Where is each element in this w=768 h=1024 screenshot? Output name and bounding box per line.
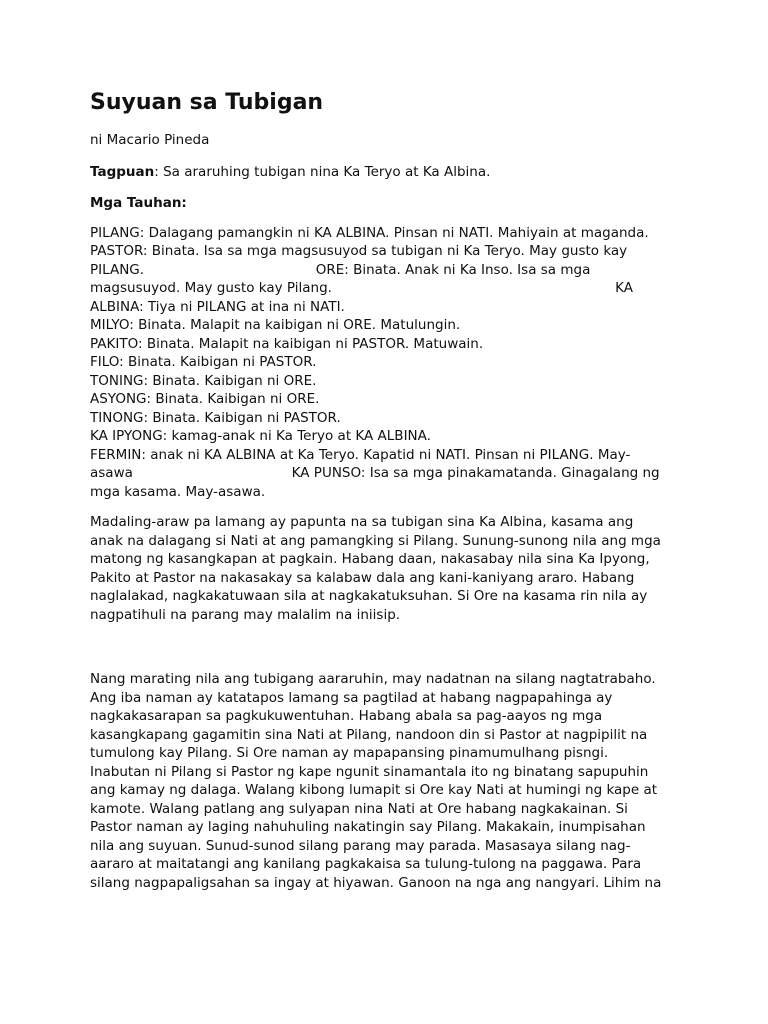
paragraph-line: matong ng kasangkapan at pagkain. Habang daan, nakasabay nila sina Ka Ipyong,: [90, 551, 650, 567]
cast-line: TONING: Binata. Kaibigan ni ORE.: [90, 372, 317, 389]
paragraph-line: silang nagpapaligsahan sa ingay at hiyawan. Ganoon na nga ang nangyari. Lihim na: [90, 874, 662, 891]
cast-line: PILANG. ORE: Binata. Anak ni Ka Inso. Isa sa mga: [90, 261, 591, 278]
setting-text: : Sa araruhing tubigan nina Ka Teryo at Ka Albina.: [154, 163, 491, 180]
cast-line: FILO: Binata. Kaibigan ni PASTOR.: [90, 354, 317, 370]
author-line: ni Macario Pineda: [90, 132, 210, 148]
cast-line: PILANG: Dalagang pamangkin ni KA ALBINA. Pinsan ni NATI. Mahiyain at maganda.: [90, 224, 649, 241]
cast-line: PAKITO: Binata. Malapit na kaibigan ni PASTOR. Matuwain.: [90, 335, 484, 352]
characters-heading: Mga Tauhan:: [90, 195, 187, 211]
paragraph-line: Pakito at Pastor na nakasakay sa kalabaw dala ang kani-kaniyang araro. Habang: [90, 569, 635, 586]
cast-line: PASTOR: Binata. Isa sa mga magsusuyod sa tubigan ni Ka Teryo. May gusto kay: [90, 243, 628, 259]
cast-line: asawa KA PUNSO: Isa sa mga pinakamatanda. Ginagalang ng: [90, 465, 660, 481]
paragraph-line: nagkakasarapan sa pagkukuwentuhan. Habang abala sa pag-aayos ng mga: [90, 708, 603, 724]
setting-label: Tagpuan: [90, 163, 155, 180]
document-page: [90, 88, 678, 892]
paragraph-line: kasangkapang gagamitin sina Nati at Pilang, nandoon din si Pastor at nagpipilit na: [90, 726, 648, 743]
cast-list: [90, 224, 678, 502]
paragraph-line: nila ang suyuan. Sunud-sunod silang parang may parada. Masasaya silang nag-: [90, 837, 631, 854]
paragraph-line: anak na dalagang si Nati at ang pamangking si Pilang. Sunung-sunong nila ang mga: [90, 532, 661, 549]
cast-line: FERMIN: anak ni KA ALBINA at Ka Teryo. Kapatid ni NATI. Pinsan ni PILANG. May-: [90, 446, 631, 463]
paragraph-line: Nang marating nila ang tubigang aararuhin, may nadatnan na silang nagtatrabaho.: [90, 671, 656, 687]
document-title: Suyuan sa Tubigan: [90, 90, 324, 115]
paragraph-line: tumulong kay Pilang. Si Ore naman ay mapapansing pinamumulhang pisngi.: [90, 745, 609, 761]
cast-line: ASYONG: Binata. Kaibigan ni ORE.: [90, 391, 320, 407]
paragraph-line: aararo at maitatangi ang kanilang pagkakaisa sa tulung-tulong na paggawa. Para: [90, 856, 642, 872]
paragraph-line: Ang iba naman ay katatapos lamang sa pagtilad at habang nagpapahinga ay: [90, 689, 613, 706]
paragraph-line: nagpatihuli na parang may malalim na iniisip.: [90, 606, 401, 623]
paragraph-line: ang kamay ng dalaga. Walang kibong lumapit si Ore kay Nati at humingi ng kape at: [90, 782, 658, 798]
paragraph-gap: [90, 624, 678, 670]
paragraph-line: Madaling-araw pa lamang ay papunta na sa tubigan sina Ka Albina, kasama ang: [90, 514, 634, 530]
setting-line: [90, 163, 678, 182]
paragraph-line: kamote. Walang patlang ang sulyapan nina Nati at Ore habang nagkakainan. Si: [90, 800, 628, 817]
paragraph-line: Inabutan ni Pilang si Pastor ng kape ngunit sinamantala ito ng binatang sapupuhin: [90, 763, 649, 780]
paragraph-2: [90, 670, 678, 892]
paragraph-1: [90, 513, 678, 624]
cast-line: TINONG: Binata. Kaibigan ni PASTOR.: [90, 409, 341, 426]
cast-line: MILYO: Binata. Malapit na kaibigan ni ORE. Matulungin.: [90, 317, 461, 333]
paragraph-line: Pastor naman ay laging nahuhuling nakatingin say Pilang. Makakain, inumpisahan: [90, 819, 646, 835]
cast-line: mga kasama. May-asawa.: [90, 483, 266, 500]
cast-line: KA IPYONG: kamag-anak ni Ka Teryo at KA ALBINA.: [90, 428, 431, 444]
cast-line: magsusuyod. May gusto kay Pilang. KA: [90, 280, 634, 296]
paragraph-line: naglalakad, nagkakatuwaan sila at nagkakatuksuhan. Si Ore na kasama rin nila ay: [90, 588, 648, 604]
cast-line: ALBINA: Tiya ni PILANG at ina ni NATI.: [90, 298, 345, 315]
